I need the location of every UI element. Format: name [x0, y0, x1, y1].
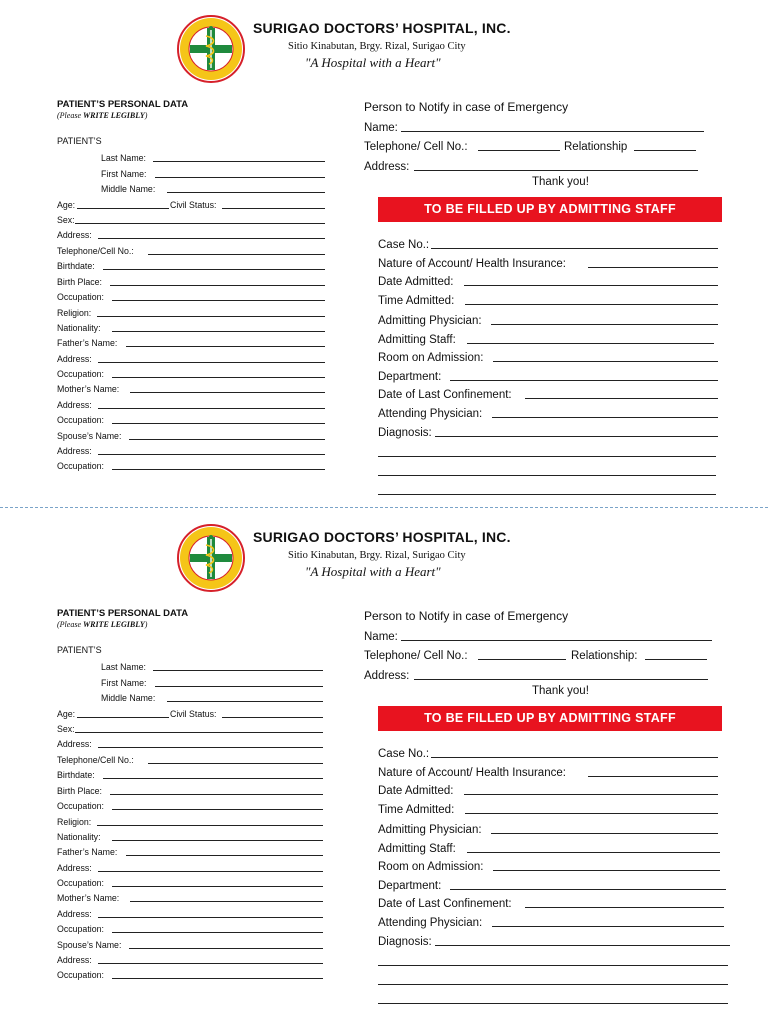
civil-status-field[interactable]: Civil Status: [170, 706, 323, 720]
diagnosis-blank-line[interactable] [378, 494, 716, 495]
last-confinement-field[interactable]: Date of Last Confinement: [378, 893, 724, 911]
age-field[interactable]: Age: [57, 706, 169, 720]
department-field[interactable]: Department: [378, 366, 718, 384]
patient-data-title: PATIENT’S PERSONAL DATA [57, 99, 189, 110]
mother-occupation-field[interactable]: Occupation: [57, 412, 325, 426]
diagnosis-blank-line[interactable] [378, 965, 728, 966]
admitting-staff-field[interactable]: Admitting Staff: [378, 838, 720, 856]
birth-place-field[interactable]: Birth Place: [57, 274, 325, 288]
diagnosis-blank-line[interactable] [378, 984, 728, 985]
emergency-name-field[interactable]: Name: [364, 117, 704, 135]
time-admitted-field[interactable]: Time Admitted: [378, 290, 718, 308]
admitting-physician-field[interactable]: Admitting Physician: [378, 819, 718, 837]
admitting-physician-field[interactable]: Admitting Physician: [378, 310, 718, 328]
diagnosis-field[interactable]: Diagnosis: [378, 931, 730, 949]
emergency-name-field[interactable]: Name: [364, 626, 712, 644]
emergency-relationship-field[interactable]: Relationship [564, 136, 696, 154]
emergency-telephone-field[interactable]: Telephone/ Cell No.: [364, 136, 564, 154]
hospital-name: SURIGAO DOCTORS’ HOSPITAL, INC. [253, 20, 511, 36]
attending-physician-field[interactable]: Attending Physician: [378, 403, 718, 421]
hospital-name: SURIGAO DOCTORS’ HOSPITAL, INC. [253, 529, 511, 545]
emergency-title: Person to Notify in case of Emergency [364, 100, 569, 114]
thank-you-text: Thank you! [532, 176, 589, 188]
religion-field[interactable]: Religion: [57, 814, 323, 828]
last-confinement-field[interactable]: Date of Last Confinement: [378, 384, 718, 402]
spouses-name-field[interactable]: Spouse’s Name: [57, 937, 323, 951]
mother-address-field[interactable]: Address: [57, 397, 325, 411]
hospital-motto: "A Hospital with a Heart" [305, 55, 441, 70]
admission-form-1 [0, 0, 768, 508]
mothers-name-field[interactable]: Mother’s Name: [57, 890, 323, 904]
first-name-field[interactable]: First Name: [101, 166, 325, 180]
emergency-address-field[interactable]: Address: [364, 665, 708, 683]
admission-form-2 [0, 509, 768, 1017]
hospital-motto: "A Hospital with a Heart" [305, 564, 441, 579]
fathers-name-field[interactable]: Father’s Name: [57, 844, 323, 858]
civil-status-field[interactable]: Civil Status: [170, 197, 325, 211]
patient-data-title: PATIENT’S PERSONAL DATA [57, 608, 189, 619]
diagnosis-blank-line[interactable] [378, 475, 716, 476]
health-insurance-field[interactable]: Nature of Account/ Health Insurance: [378, 762, 718, 780]
hospital-logo-icon [176, 14, 246, 84]
birth-place-field[interactable]: Birth Place: [57, 783, 323, 797]
hospital-logo-icon [176, 523, 246, 593]
emergency-address-field[interactable]: Address: [364, 156, 698, 174]
occupation-field[interactable]: Occupation: [57, 289, 325, 303]
father-address-field[interactable]: Address: [57, 860, 323, 874]
fathers-name-field[interactable]: Father’s Name: [57, 335, 325, 349]
emergency-relationship-field[interactable]: Relationship: [571, 645, 707, 663]
diagnosis-blank-line[interactable] [378, 456, 716, 457]
middle-name-field[interactable]: Middle Name: [101, 181, 325, 195]
legibility-note: (Please WRITE LEGIBLY) [57, 620, 148, 629]
address-field[interactable]: Address: [57, 227, 325, 241]
admitting-staff-field[interactable]: Admitting Staff: [378, 329, 714, 347]
admitting-staff-banner: TO BE FILLED UP BY ADMITTING STAFF [378, 197, 722, 222]
mothers-name-field[interactable]: Mother’s Name: [57, 381, 325, 395]
diagnosis-blank-line[interactable] [378, 1003, 728, 1004]
time-admitted-field[interactable]: Time Admitted: [378, 799, 718, 817]
birthdate-field[interactable]: Birthdate: [57, 258, 325, 272]
spouse-occupation-field[interactable]: Occupation: [57, 458, 325, 472]
hospital-address: Sitio Kinabutan, Brgy. Rizal, Surigao City [288, 41, 466, 52]
hospital-address: Sitio Kinabutan, Brgy. Rizal, Surigao City [288, 550, 466, 561]
attending-physician-field[interactable]: Attending Physician: [378, 912, 724, 930]
telephone-field[interactable]: Telephone/Cell No.: [57, 243, 325, 257]
last-name-field[interactable]: Last Name: [101, 659, 323, 673]
department-field[interactable]: Department: [378, 875, 726, 893]
admitting-staff-banner: TO BE FILLED UP BY ADMITTING STAFF [378, 706, 722, 731]
diagnosis-field[interactable]: Diagnosis: [378, 422, 718, 440]
birthdate-field[interactable]: Birthdate: [57, 767, 323, 781]
case-no-field[interactable]: Case No.: [378, 743, 718, 761]
age-field[interactable]: Age: [57, 197, 169, 211]
patient-subtitle: PATIENT’S [57, 645, 102, 655]
sex-field[interactable]: Sex: [57, 212, 325, 226]
spouse-occupation-field[interactable]: Occupation: [57, 967, 323, 981]
last-name-field[interactable]: Last Name: [101, 150, 325, 164]
spouse-address-field[interactable]: Address: [57, 952, 323, 966]
spouses-name-field[interactable]: Spouse’s Name: [57, 428, 325, 442]
date-admitted-field[interactable]: Date Admitted: [378, 271, 718, 289]
address-field[interactable]: Address: [57, 736, 323, 750]
emergency-title: Person to Notify in case of Emergency [364, 609, 569, 623]
father-occupation-field[interactable]: Occupation: [57, 875, 323, 889]
thank-you-text: Thank you! [532, 685, 589, 697]
room-on-admission-field[interactable]: Room on Admission: [378, 347, 718, 365]
sex-field[interactable]: Sex: [57, 721, 323, 735]
emergency-telephone-field[interactable]: Telephone/ Cell No.: [364, 645, 570, 663]
health-insurance-field[interactable]: Nature of Account/ Health Insurance: [378, 253, 718, 271]
father-address-field[interactable]: Address: [57, 351, 325, 365]
mother-address-field[interactable]: Address: [57, 906, 323, 920]
occupation-field[interactable]: Occupation: [57, 798, 323, 812]
religion-field[interactable]: Religion: [57, 305, 325, 319]
nationality-field[interactable]: Nationality: [57, 320, 325, 334]
legibility-note: (Please WRITE LEGIBLY) [57, 111, 148, 120]
nationality-field[interactable]: Nationality: [57, 829, 323, 843]
first-name-field[interactable]: First Name: [101, 675, 323, 689]
telephone-field[interactable]: Telephone/Cell No.: [57, 752, 323, 766]
date-admitted-field[interactable]: Date Admitted: [378, 780, 718, 798]
room-on-admission-field[interactable]: Room on Admission: [378, 856, 720, 874]
middle-name-field[interactable]: Middle Name: [101, 690, 323, 704]
spouse-address-field[interactable]: Address: [57, 443, 325, 457]
father-occupation-field[interactable]: Occupation: [57, 366, 325, 380]
case-no-field[interactable]: Case No.: [378, 234, 718, 252]
patient-subtitle: PATIENT’S [57, 136, 102, 146]
mother-occupation-field[interactable]: Occupation: [57, 921, 323, 935]
